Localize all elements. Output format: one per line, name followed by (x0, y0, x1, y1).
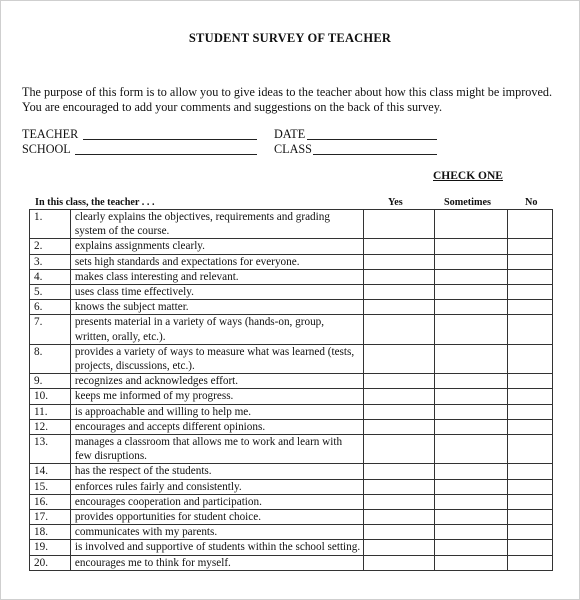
sometimes-checkbox-cell[interactable] (434, 300, 508, 315)
no-checkbox-cell[interactable] (508, 210, 553, 239)
no-checkbox-cell[interactable] (508, 254, 553, 269)
date-field (274, 127, 305, 141)
yes-checkbox-cell[interactable] (363, 525, 434, 540)
school-input-line[interactable] (75, 154, 257, 155)
table-row (30, 269, 553, 284)
teacher-label: TEACHER (22, 127, 79, 141)
item-statement: knows the subject matter. (70, 300, 363, 315)
item-statement: recognizes and acknowledges effort. (70, 374, 363, 389)
table-row (30, 404, 553, 419)
no-checkbox-cell[interactable] (508, 540, 553, 555)
table-row (30, 254, 553, 269)
item-statement: provides opportunities for student choice. (70, 510, 363, 525)
item-number: 18. (30, 525, 71, 540)
item-number: 19. (30, 540, 71, 555)
no-checkbox-cell[interactable] (508, 419, 553, 434)
no-checkbox-cell[interactable] (508, 479, 553, 494)
sometimes-checkbox-cell[interactable] (434, 419, 508, 434)
item-statement: enforces rules fairly and consistently. (70, 479, 363, 494)
no-checkbox-cell[interactable] (508, 374, 553, 389)
no-checkbox-cell[interactable] (508, 555, 553, 570)
survey-table (29, 209, 553, 571)
item-number: 12. (30, 419, 71, 434)
purpose-text (22, 85, 567, 115)
item-statement: provides a variety of ways to measure what was learned (tests, projects, discussions, etc.). (70, 344, 363, 373)
sometimes-checkbox-cell[interactable] (434, 239, 508, 254)
yes-checkbox-cell[interactable] (363, 404, 434, 419)
yes-checkbox-cell[interactable] (363, 300, 434, 315)
table-row (30, 374, 553, 389)
teacher-field (22, 127, 78, 141)
table-row (30, 285, 553, 300)
sometimes-checkbox-cell[interactable] (434, 254, 508, 269)
no-checkbox-cell[interactable] (508, 494, 553, 509)
item-statement: encourages me to think for myself. (70, 555, 363, 570)
table-row (30, 494, 553, 509)
teacher-input-line[interactable] (83, 139, 257, 140)
item-statement: is involved and supportive of students within the school setting. (70, 540, 363, 555)
item-statement: is approachable and willing to help me. (70, 404, 363, 419)
yes-checkbox-cell[interactable] (363, 269, 434, 284)
table-row (30, 389, 553, 404)
sometimes-checkbox-cell[interactable] (434, 540, 508, 555)
item-statement: uses class time effectively. (70, 285, 363, 300)
yes-checkbox-cell[interactable] (363, 419, 434, 434)
yes-checkbox-cell[interactable] (363, 315, 434, 344)
table-row (30, 210, 553, 239)
item-statement: keeps me informed of my progress. (70, 389, 363, 404)
statement-column-header: In this class, the teacher . . . (35, 197, 155, 208)
item-number: 5. (30, 285, 71, 300)
sometimes-checkbox-cell[interactable] (434, 285, 508, 300)
item-number: 6. (30, 300, 71, 315)
yes-checkbox-cell[interactable] (363, 344, 434, 373)
item-statement: makes class interesting and relevant. (70, 269, 363, 284)
sometimes-column-header: Sometimes (444, 197, 491, 208)
no-checkbox-cell[interactable] (508, 344, 553, 373)
sometimes-checkbox-cell[interactable] (434, 464, 508, 479)
yes-checkbox-cell[interactable] (363, 464, 434, 479)
no-checkbox-cell[interactable] (508, 300, 553, 315)
table-row (30, 555, 553, 570)
check-one-heading: CHECK ONE (433, 170, 503, 182)
sometimes-checkbox-cell[interactable] (434, 269, 508, 284)
sometimes-checkbox-cell[interactable] (434, 435, 508, 464)
no-checkbox-cell[interactable] (508, 510, 553, 525)
item-number: 11. (30, 404, 71, 419)
yes-checkbox-cell[interactable] (363, 555, 434, 570)
no-checkbox-cell[interactable] (508, 464, 553, 479)
no-checkbox-cell[interactable] (508, 269, 553, 284)
table-row (30, 464, 553, 479)
item-statement: communicates with my parents. (70, 525, 363, 540)
table-row (30, 510, 553, 525)
yes-checkbox-cell[interactable] (363, 285, 434, 300)
sometimes-checkbox-cell[interactable] (434, 404, 508, 419)
item-statement: sets high standards and expectations for everyone. (70, 254, 363, 269)
yes-checkbox-cell[interactable] (363, 389, 434, 404)
purpose-line-1: The purpose of this form is to allow you to give ideas to the teacher about how this class might be improved. (22, 85, 553, 99)
yes-checkbox-cell[interactable] (363, 540, 434, 555)
class-input-line[interactable] (313, 154, 437, 155)
item-statement: clearly explains the objectives, requirements and grading system of the course. (70, 210, 363, 239)
purpose-line-2: You are encouraged to add your comments and suggestions on the back of this survey. (22, 100, 443, 114)
no-checkbox-cell[interactable] (508, 389, 553, 404)
item-number: 20. (30, 555, 71, 570)
table-row (30, 300, 553, 315)
item-number: 9. (30, 374, 71, 389)
item-statement: presents material in a variety of ways (hands-on, group, written, orally, etc.). (70, 315, 363, 344)
item-number: 15. (30, 479, 71, 494)
table-row (30, 435, 553, 464)
item-number: 2. (30, 239, 71, 254)
item-number: 8. (30, 344, 71, 373)
table-row (30, 525, 553, 540)
sometimes-checkbox-cell[interactable] (434, 374, 508, 389)
sometimes-checkbox-cell[interactable] (434, 479, 508, 494)
table-row (30, 344, 553, 373)
table-row (30, 239, 553, 254)
table-row (30, 315, 553, 344)
no-checkbox-cell[interactable] (508, 404, 553, 419)
sometimes-checkbox-cell[interactable] (434, 315, 508, 344)
item-number: 16. (30, 494, 71, 509)
no-checkbox-cell[interactable] (508, 435, 553, 464)
yes-checkbox-cell[interactable] (363, 479, 434, 494)
yes-checkbox-cell[interactable] (363, 210, 434, 239)
yes-checkbox-cell[interactable] (363, 374, 434, 389)
table-row (30, 540, 553, 555)
sometimes-checkbox-cell[interactable] (434, 510, 508, 525)
item-number: 10. (30, 389, 71, 404)
no-checkbox-cell[interactable] (508, 315, 553, 344)
class-label: CLASS (274, 142, 312, 156)
item-number: 4. (30, 269, 71, 284)
item-statement: encourages cooperation and participation. (70, 494, 363, 509)
sometimes-checkbox-cell[interactable] (434, 525, 508, 540)
no-column-header: No (525, 197, 538, 208)
date-input-line[interactable] (307, 139, 437, 140)
yes-checkbox-cell[interactable] (363, 494, 434, 509)
yes-checkbox-cell[interactable] (363, 239, 434, 254)
item-number: 13. (30, 435, 71, 464)
yes-column-header: Yes (388, 197, 403, 208)
sometimes-checkbox-cell[interactable] (434, 494, 508, 509)
item-number: 1. (30, 210, 71, 239)
yes-checkbox-cell[interactable] (363, 510, 434, 525)
sometimes-checkbox-cell[interactable] (434, 344, 508, 373)
item-number: 14. (30, 464, 71, 479)
item-statement: manages a classroom that allows me to work and learn with few disruptions. (70, 435, 363, 464)
yes-checkbox-cell[interactable] (363, 254, 434, 269)
no-checkbox-cell[interactable] (508, 525, 553, 540)
table-row (30, 419, 553, 434)
date-label: DATE (274, 127, 306, 141)
no-checkbox-cell[interactable] (508, 239, 553, 254)
item-statement: has the respect of the students. (70, 464, 363, 479)
page-title: STUDENT SURVEY OF TEACHER (188, 31, 392, 45)
yes-checkbox-cell[interactable] (363, 435, 434, 464)
item-statement: encourages and accepts different opinions. (70, 419, 363, 434)
sometimes-checkbox-cell[interactable] (434, 210, 508, 239)
item-statement: explains assignments clearly. (70, 239, 363, 254)
no-checkbox-cell[interactable] (508, 285, 553, 300)
class-field (274, 142, 312, 156)
table-row (30, 479, 553, 494)
item-number: 7. (30, 315, 71, 344)
item-number: 3. (30, 254, 71, 269)
sometimes-checkbox-cell[interactable] (434, 555, 508, 570)
item-number: 17. (30, 510, 71, 525)
sometimes-checkbox-cell[interactable] (434, 389, 508, 404)
school-field (22, 142, 71, 156)
school-label: SCHOOL (22, 142, 71, 156)
